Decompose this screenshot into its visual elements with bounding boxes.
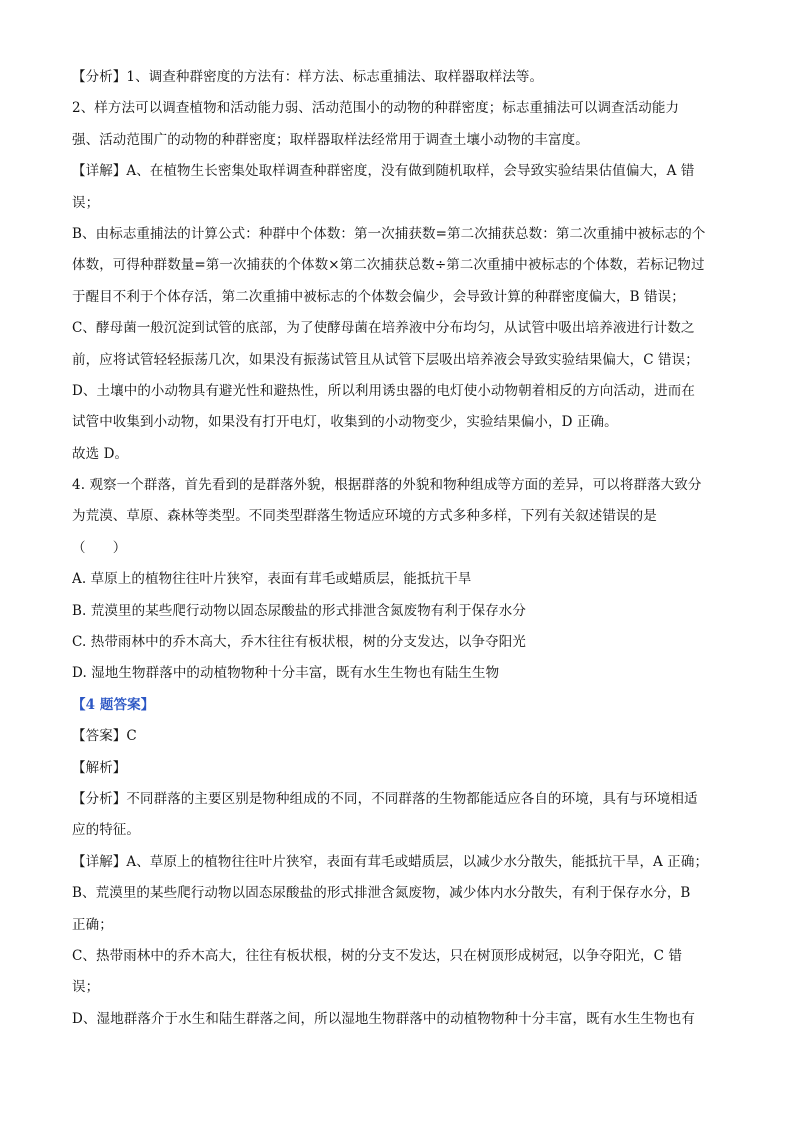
q4-detail-c-2: 误； [72, 979, 100, 996]
detail-line-c-1: C、酵母菌一般沉淀到试管的底部，为了使酵母菌在培养液中分布均匀，从试管中吸出培养液进行计数之 [72, 320, 695, 337]
answer-heading: 【4 题答案】 [72, 696, 155, 713]
q4-analysis-line-2: 应的特征。 [72, 822, 140, 839]
detail-line-a-cont: 误； [72, 194, 100, 211]
q4-detail-c-1: C、热带雨林中的乔木高大，往往有板状根，树的分支不发达，只在树顶形成树冠，以争夺阳光，C 错 [72, 947, 683, 964]
detail-line-b-2: 体数，可得种群数量=第一次捕获的个体数×第二次捕获总数÷第二次重捕中被标志的个体数，若标记物过 [72, 257, 705, 274]
option-d: D. 湿地生物群落中的动植物物种十分丰富，既有水生生物也有陆生生物 [72, 665, 500, 682]
analysis-line-2: 2、样方法可以调查植物和活动能力弱、活动范围小的动物的种群密度；标志重捕法可以调查活动能力 [72, 100, 680, 117]
choice-line: 故选 D。 [72, 445, 129, 462]
analysis-line-1: 【分析】1、调查种群密度的方法有：样方法、标志重捕法、取样器取样法等。 [72, 69, 544, 85]
q4-detail-b-2: 正确； [72, 916, 113, 933]
detail-line-a: 【详解】A、在植物生长密集处取样调查种群密度，没有做到随机取样，会导致实验结果估值偏大，A 错 [72, 163, 695, 180]
document-page [72, 62, 732, 1035]
detail-line-c-2: 前，应将试管轻轻振荡几次，如果没有振荡试管且从试管下层吸出培养液会导致实验结果偏大，C 错误； [72, 351, 699, 368]
analysis-line-3: 强、活动范围广的动物的种群密度；取样器取样法经常用于调查土壤小动物的丰富度。 [72, 131, 589, 148]
q4-detail-a: 【详解】A、草原上的植物往往叶片狭窄，表面有茸毛或蜡质层，以减少水分散失，能抵抗干旱，A 正确； [72, 853, 709, 870]
option-c: C. 热带雨林中的乔木高大，乔木往往有板状根，树的分支发达，以争夺阳光 [72, 634, 526, 651]
option-a: A. 草原上的植物往往叶片狭窄，表面有茸毛或蜡质层，能抵抗干旱 [72, 571, 472, 588]
detail-line-d-2: 试管中收集到小动物，如果没有打开电灯，收集到的小动物变少，实验结果偏小，D 正确。 [72, 414, 618, 431]
q4-detail-d-1: D、湿地群落介于水生和陆生群落之间，所以湿地生物群落中的动植物物种十分丰富，既有水生生物也有 [72, 1010, 695, 1027]
detail-line-d-1: D、土壤中的小动物具有避光性和避热性，所以利用诱虫器的电灯使小动物朝着相反的方向活动，进而在 [72, 382, 695, 399]
option-b: B. 荒漠里的某些爬行动物以固态尿酸盐的形式排泄含氮废物有利于保存水分 [72, 602, 527, 619]
q4-detail-b-1: B、荒漠里的某些爬行动物以固态尿酸盐的形式排泄含氮废物，减少体内水分散失，有利于保存水分，B [72, 885, 691, 902]
detail-line-b-3: 于醒目不利于个体存活，第二次重捕中被标志的个体数会偏少，会导致计算的种群密度偏大，B 错误； [72, 288, 685, 305]
q4-analysis-line-1: 【分析】不同群落的主要区别是物种组成的不同，不同群落的生物都能适应各自的环境，具有与环境相适 [72, 790, 698, 807]
question-4-blank: （ ） [72, 539, 127, 556]
answer-line: 【答案】C [72, 728, 137, 745]
detail-line-b-1: B、由标志重捕法的计算公式：种群中个体数：第一次捕获数=第二次捕获总数：第二次重捕中被标志的个 [72, 225, 706, 242]
explanation-heading: 【解析】 [72, 759, 127, 776]
question-4-line-1: 4. 观察一个群落，首先看到的是群落外貌，根据群落的外貌和物种组成等方面的差异，可以将群落大致分 [72, 477, 702, 494]
question-4-line-2: 为荒漠、草原、森林等类型。不同类型群落生物适应环境的方式多种多样，下列有关叙述错误的是 [72, 508, 657, 525]
